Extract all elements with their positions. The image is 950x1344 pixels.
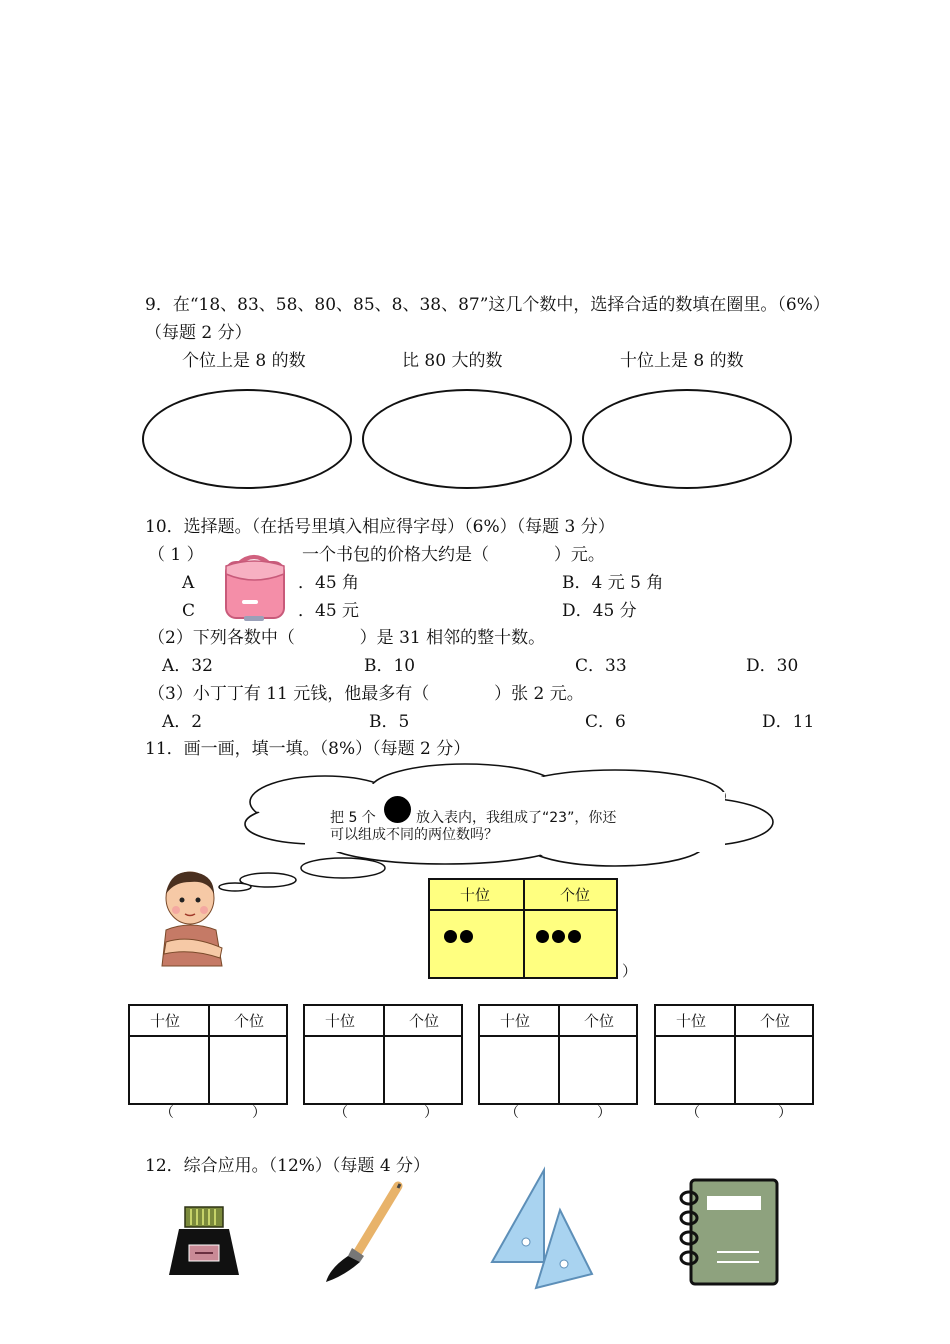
answer-ellipse-1[interactable]: [142, 389, 352, 489]
blank-place-value-table-1[interactable]: [128, 1004, 288, 1105]
q10-2-option-d: D．30: [746, 656, 799, 676]
tens-header: 十位: [676, 1012, 707, 1030]
cloud-text-line-2: 可以组成不同的两位数吗？: [330, 827, 498, 843]
triangle-ruler-icon: [488, 1166, 596, 1292]
q10-1-option-d: D．45 分: [562, 601, 637, 621]
answer-ellipse-2[interactable]: [362, 389, 572, 489]
tens-header: 十位: [460, 886, 491, 904]
circle-label-tens-8: 十位上是 8 的数: [620, 351, 744, 371]
q10-3-option-d: D．11: [762, 712, 815, 732]
brush-icon: [324, 1180, 406, 1284]
answer-paren-close-2: ）: [424, 1105, 438, 1121]
school-bag-icon: [218, 550, 290, 622]
tens-header: 十位: [150, 1012, 181, 1030]
answer-paren-open-3: （: [505, 1105, 519, 1121]
answer-paren-open-2: （: [334, 1105, 348, 1121]
cloud-text-suffix: 放入表内，我组成了“23”，你还: [416, 810, 617, 826]
question-12-title: 12．综合应用。（12%）（每题 4 分）: [145, 1156, 431, 1176]
blank-place-value-table-3[interactable]: [478, 1004, 638, 1105]
answer-paren-open-1: （: [160, 1105, 174, 1121]
example-place-value-table: [428, 878, 618, 979]
q10-2-stem: （2）下列各数中（ ）是 31 相邻的整十数。: [148, 628, 546, 648]
ones-dot: [536, 930, 549, 943]
q10-1-option-a-letter: A: [182, 573, 195, 593]
q10-3-option-a: A．2: [162, 712, 203, 732]
ones-header: 个位: [760, 1012, 791, 1030]
q10-2-option-a: A．32: [162, 656, 213, 676]
blank-place-value-table-2[interactable]: [303, 1004, 463, 1105]
ink-bottle-icon: [165, 1205, 243, 1279]
notebook-icon: [677, 1178, 781, 1286]
ones-dot: [568, 930, 581, 943]
ones-header: 个位: [584, 1012, 615, 1030]
q10-2-option-c: C．33: [575, 656, 627, 676]
q10-3-option-b: B．5: [369, 712, 410, 732]
ones-dot: [552, 930, 565, 943]
q10-1-option-c-text: ．45 元: [298, 601, 360, 621]
question-10-title: 10．选择题。（在括号里填入相应得字母）（6%）（每题 3 分）: [145, 517, 615, 537]
answer-paren-open-4: （: [686, 1105, 700, 1121]
answer-paren-close-1: ）: [252, 1105, 266, 1121]
question-9-title: 9．在“18、83、58、80、85、8、38、87”这几个数中，选择合适的数填在圈里。（6%）: [145, 295, 830, 315]
q10-1-option-b: B．4 元 5 角: [562, 573, 664, 593]
q10-1-stem: 一个书包的价格大约是（ ）元。: [302, 545, 605, 565]
question-11-title: 11．画一画，填一填。（8%）（每题 2 分）: [145, 739, 471, 759]
answer-ellipse-3[interactable]: [582, 389, 792, 489]
blank-place-value-table-4[interactable]: [654, 1004, 814, 1105]
circle-label-ones-8: 个位上是 8 的数: [182, 351, 306, 371]
answer-paren-close-3: ）: [597, 1105, 611, 1121]
example-close-paren: ）: [622, 962, 638, 980]
tens-header: 十位: [325, 1012, 356, 1030]
q10-3-stem: （3）小丁丁有 11 元钱，他最多有（ ）张 2 元。: [148, 684, 584, 704]
circle-label-greater-80: 比 80 大的数: [402, 351, 503, 371]
sub-question-number: （ 1 ）: [148, 545, 204, 565]
q10-2-option-b: B．10: [364, 656, 416, 676]
question-9-note: （每题 2 分）: [145, 323, 252, 343]
answer-paren-close-4: ）: [778, 1105, 792, 1121]
q10-1-option-a-text: ．45 角: [298, 573, 360, 593]
tens-dot: [460, 930, 473, 943]
ones-header: 个位: [560, 886, 591, 904]
cloud-text-prefix: 把 5 个: [330, 810, 376, 826]
black-bead-icon: [384, 796, 411, 823]
tens-dot: [444, 930, 457, 943]
q10-1-option-c-letter: C: [182, 601, 196, 621]
q10-3-option-c: C．6: [585, 712, 626, 732]
tens-header: 十位: [500, 1012, 531, 1030]
ones-header: 个位: [234, 1012, 265, 1030]
boy-thinking-icon: [160, 868, 228, 968]
ones-header: 个位: [409, 1012, 440, 1030]
